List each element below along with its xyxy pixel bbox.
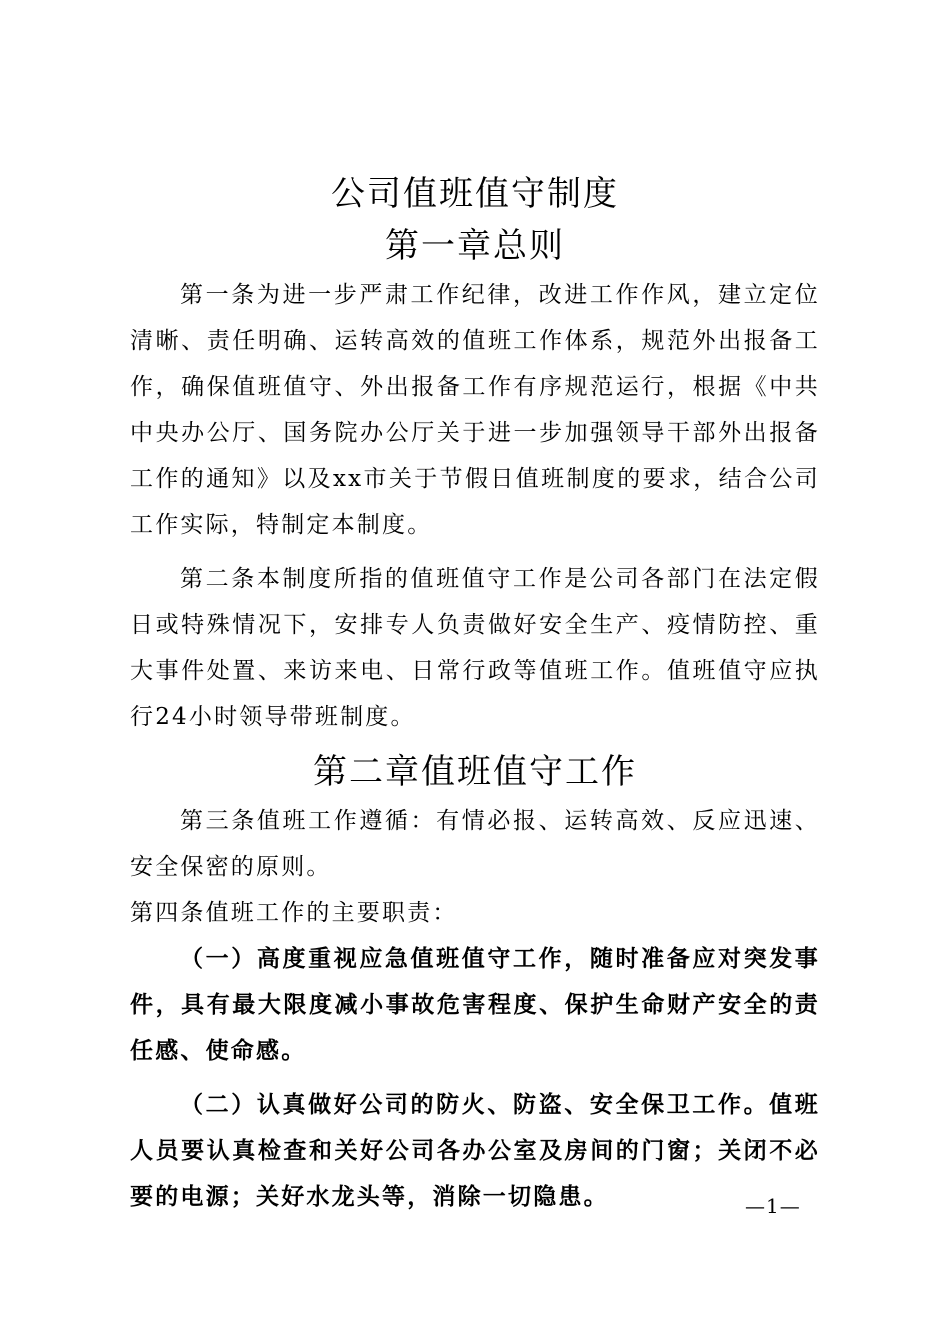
article-3: 第三条值班工作遵循：有情必报、运转高效、反应迅速、安全保密的原则。 bbox=[130, 808, 820, 880]
article-1: 第一条为进一步严肃工作纪律，改进工作作风，建立定位清晰、责任明确、运转高效的值班工作体系，规范外出报备工作，确保值班值守、外出报备工作有序规范运行，根据《中共中央办公厅、国务院办公厅关于进一步加强领导干部外出报备工作的通知》以及xx市关于节假日值班制度的要求，结合公司工作实际，特制定本制度。 bbox=[130, 282, 820, 538]
duty-item-1: （一）高度重视应急值班值守工作，随时准备应对突发事件，具有最大限度减小事故危害程度、保护生命财产安全的责任感、使命感。 bbox=[130, 945, 820, 1064]
article-2: 第二条本制度所指的值班值守工作是公司各部门在法定假日或特殊情况下，安排专人负责做好安全生产、疫情防控、重大事件处置、来访来电、日常行政等值班工作。值班值守应执行24小时领导带班制度。 bbox=[130, 566, 820, 730]
chapter-1-title: 第一章总则 bbox=[385, 226, 565, 266]
chapter-2-title: 第二章值班值守工作 bbox=[313, 752, 637, 792]
document-title: 公司值班值守制度 bbox=[331, 174, 619, 214]
page-number: —1— bbox=[745, 1194, 801, 1218]
duty-item-2: （二）认真做好公司的防火、防盗、安全保卫工作。值班人员要认真检查和关好公司各办公室及房间的门窗；关闭不必要的电源；关好水龙头等，消除一切隐患。 bbox=[130, 1091, 820, 1210]
article-4: 第四条值班工作的主要职责： bbox=[130, 900, 458, 926]
document-body bbox=[130, 168, 820, 1220]
